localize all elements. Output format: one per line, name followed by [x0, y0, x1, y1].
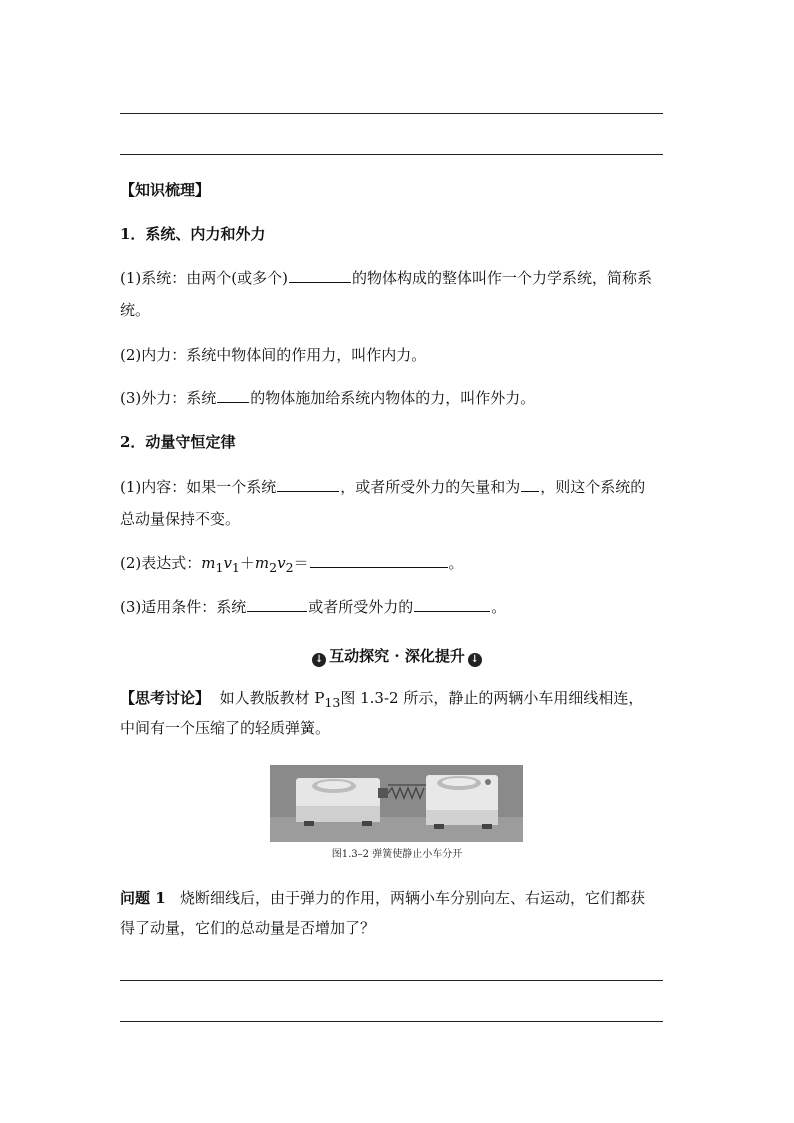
question1-line-2: 得了动量，它们的总动量是否增加了？	[120, 919, 376, 937]
banner-title: 互动探究 · 深化提升	[329, 647, 465, 665]
system-definition-cont: 统。	[120, 301, 151, 319]
discussion-text-a: 如人教版教材 P	[219, 689, 325, 707]
discussion-text-b: 图 1.3-2 所示，静止的两辆小车用细线相连，	[340, 689, 644, 707]
content-text-b: ，或者所受外力的矢量和为	[340, 478, 521, 496]
expression-end: 。	[448, 554, 464, 572]
section1-title: 1．系统、内力和外力	[120, 225, 266, 243]
content-text-c: ，则这个系统的	[540, 478, 646, 496]
formula: $m_1v_1+m_2v_2=$	[201, 554, 309, 575]
discussion-label: 【思考讨论】	[120, 689, 211, 707]
arrow-down-circle-icon: ↓	[468, 653, 482, 667]
carts-spring-illustration	[270, 765, 523, 842]
section-banner	[0, 646, 794, 667]
answer-rule-bottom-2	[120, 1021, 663, 1022]
blank-no-external-force[interactable]	[277, 477, 339, 492]
discussion-line-2: 中间有一个压缩了的轻质弹簧。	[120, 719, 331, 737]
conditions-text-c: 。	[491, 598, 507, 616]
content-text-a: (1)内容：如果一个系统	[120, 478, 277, 496]
discussion-line-1	[120, 688, 643, 713]
arrow-down-circle-icon: ↓	[312, 653, 326, 667]
conditions-text-b: 或者所受外力的	[308, 598, 414, 616]
discussion-page-sub: 13	[324, 695, 341, 710]
system-definition	[120, 268, 652, 288]
external-force-text-a: (3)外力：系统	[120, 389, 217, 407]
blank-system-count[interactable]	[289, 268, 351, 283]
blank-condition-1[interactable]	[247, 597, 307, 612]
external-force-text-b: 的物体施加给系统内物体的力，叫作外力。	[250, 389, 536, 407]
question1-text-a: 烧断细线后，由于弹力的作用，两辆小车分别向左、右运动，它们都获	[179, 889, 645, 907]
blank-condition-2[interactable]	[414, 597, 490, 612]
blank-external[interactable]	[217, 388, 249, 403]
expression-line	[120, 553, 464, 578]
blank-zero[interactable]	[521, 477, 539, 492]
knowledge-heading: 【知识梳理】	[120, 181, 211, 199]
question1-line-1	[120, 888, 645, 908]
applicable-conditions	[120, 597, 506, 617]
conditions-text-a: (3)适用条件：系统	[120, 598, 247, 616]
section2-title: 2．动量守恒定律	[120, 433, 236, 451]
system-def-text-a: (1)系统：由两个(或多个)	[120, 269, 288, 287]
answer-rule-top-2	[120, 154, 663, 155]
external-force-definition	[120, 388, 535, 408]
answer-rule-bottom-1	[120, 980, 663, 981]
conservation-content-cont: 总动量保持不变。	[120, 510, 241, 528]
question1-label: 问题 1	[120, 889, 166, 907]
system-def-text-b: 的物体构成的整体叫作一个力学系统，简称系	[351, 269, 652, 287]
carts-figure	[270, 765, 523, 842]
conservation-content	[120, 477, 645, 497]
blank-expression[interactable]	[310, 553, 448, 568]
figure-caption: 图1.3–2 弹簧使静止小车分开	[331, 849, 463, 860]
expression-label: (2)表达式：	[120, 554, 202, 572]
answer-rule-top-1	[120, 113, 663, 114]
internal-force-definition: (2)内力：系统中物体间的作用力，叫作内力。	[120, 346, 427, 364]
